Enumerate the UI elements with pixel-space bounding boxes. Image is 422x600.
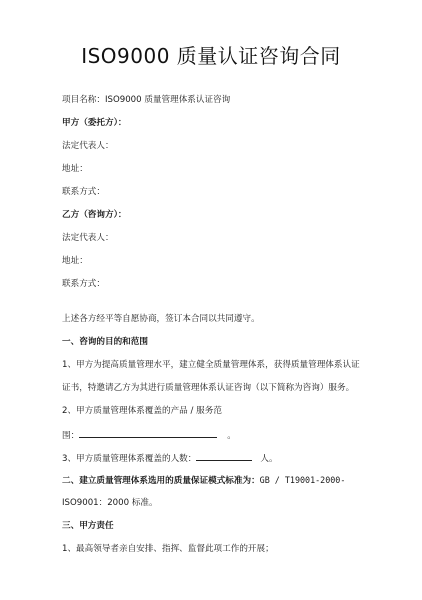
document-title: ISO9000 质量认证咨询合同 <box>81 44 341 68</box>
section-1-item-1-line-2: 证书，特邀请乙方为其进行质量管理体系认证咨询（以下简称为咨询）服务。 <box>62 383 355 393</box>
scope-end-mark: 。 <box>227 431 236 441</box>
party-a-address: 地址： <box>62 164 88 174</box>
section-3-heading: 三、甲方责任 <box>62 521 114 531</box>
party-b-address: 地址： <box>62 256 88 266</box>
preamble: 上述各方经平等自愿协商，签订本合同以共同遵守。 <box>62 314 260 324</box>
headcount-label: 3、甲方质量管理体系覆盖的人数： <box>62 454 197 464</box>
party-a-heading: 甲方（委托方）： <box>62 118 127 128</box>
headcount-blank-field[interactable] <box>196 451 252 461</box>
section-1-heading: 一、咨询的目的和范围 <box>62 337 148 347</box>
section-3-item-1: 1、最高领导者亲自安排、指挥、监督此项工作的开展； <box>62 544 274 554</box>
scope-label: 围： <box>62 431 80 441</box>
party-a-legal-rep: 法定代表人： <box>62 141 114 151</box>
section-2-heading <box>62 474 392 487</box>
party-b-heading: 乙方（咨询方）： <box>62 210 127 220</box>
section-2-line-2 <box>62 497 392 509</box>
scope-blank-field[interactable] <box>79 428 217 438</box>
standard-code: GB / T19001-2000- <box>259 475 346 485</box>
standard-code-continued: ISO9001：2000 标准。 <box>62 498 158 508</box>
party-b-legal-rep: 法定代表人： <box>62 233 114 243</box>
section-1-item-2-line-2 <box>62 428 392 442</box>
section-1-item-3 <box>62 451 392 465</box>
section-1-item-2-line-1: 2、甲方质量管理体系覆盖的产品 / 服务范 <box>62 406 222 416</box>
party-b-contact: 联系方式： <box>62 279 105 289</box>
headcount-unit: 人。 <box>260 454 278 464</box>
section-2-heading-text: 二、建立质量管理体系选用的质量保证模式标准为： <box>62 476 260 486</box>
party-a-contact: 联系方式： <box>62 187 105 197</box>
section-1-item-1-line-1: 1、甲方为提高质量管理水平，建立健全质量管理体系，获得质量管理体系认证 <box>62 360 360 370</box>
project-name-line: 项目名称：ISO9000 质量管理体系认证咨询 <box>62 95 231 105</box>
